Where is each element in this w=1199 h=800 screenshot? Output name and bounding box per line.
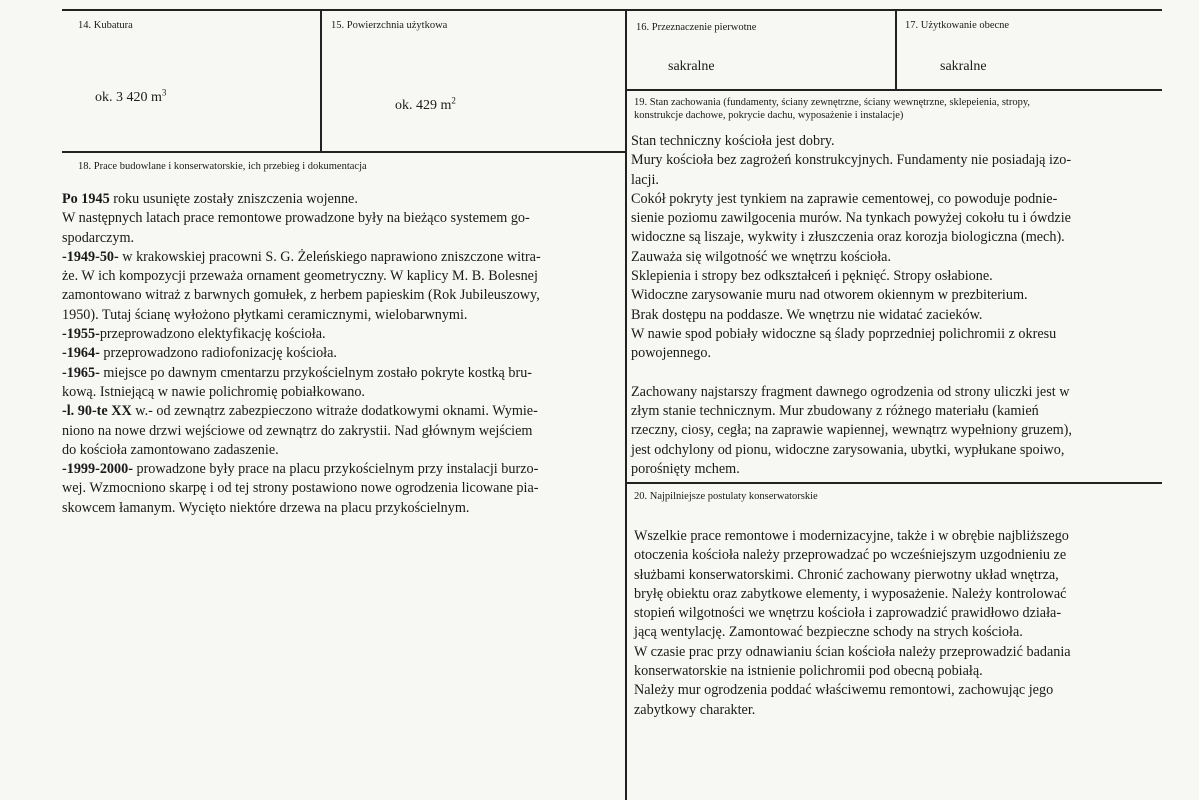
box18-entry (62, 325, 622, 344)
box17-value: sakralne (940, 59, 987, 74)
box18-entry (62, 344, 622, 363)
box14-value (95, 87, 167, 106)
box18-entry-text: roku usunięte zostały zniszczenia wojenne. (109, 191, 358, 207)
box18-entry-text: przeprowadzono elektyfikację kościoła. (99, 326, 326, 343)
col-divider-16-17 (895, 9, 897, 89)
box19-label: 19. Stan zachowania (fundamenty, ściany zewnętrzne, ściany wewnętrzne, sklepeienia, stropy, konstrukcje dachowe, pokrycie dachu, wyposażenie i instalacje) (634, 97, 1031, 121)
col-divider-center (625, 9, 627, 800)
box19-text: Stan techniczny kościoła jest dobry. Mury kościoła bez zagrożeń konstrukcyjnych. Fundamenty nie posiadają izo- lacji. Cokół pokryty jest tynkiem na zaprawie cementowej, co powoduje podnie- sienie poziomu zawilgocenia murów. Na tynkach powyżej cokołu tu i ówdzie widoczne są liszaje, wykwity i złuszczenia oraz korozja biologiczna (mech). Zauważa się wilgotność we wnętrzu kościoła. Sklepienia i stropy bez odkształceń i pęknięć. Stropy osłabione. Widoczne zarysowanie muru nad otworem okiennym w prezbiterium. Brak dostępu na poddasze. We wnętrzu nie widatać zacieków. W nawie spod pobiały widoczne są ślady poprzedniej polichromii z okresu powojennego. Zachowany najstarszy fragment dawnego ogrodzenia od strony uliczki jest w złym stanie technicznym. Mur zbudowany z różnego materiału (kamień rzeczny, ciosy, cegła; na zaprawie wapiennej, wewnątrz wypełniony gruzem), jest odchylony od pionu, widoczne zarysowania, ubytki, wypłukane spoiwo, porośnięty mchem. (631, 133, 1072, 478)
box18-entry-text: w krakowskiej pracowni S. G. Żeleńskiego naprawiono zniszczone witra- że. W ich kompozycji przeważa ornament geometryczny. W kaplicy M. B. Bolesnej zamontowano witraż z barwnych gomułek, z herbem papieskim (Rok Jubileuszowy, 1950). Tutaj ścianę wyłożono płytkami ceramicznymi, wielobarwnymi. (62, 248, 541, 323)
box18-entry (62, 364, 622, 403)
box18-entry-date: -1955- (62, 326, 100, 343)
box18-entry (62, 402, 622, 460)
box18-label: 18. Prace budowlane i konserwatorskie, ich przebieg i dokumentacja (78, 161, 367, 172)
box14-value-text: ok. 3 420 m (95, 90, 162, 105)
box18-entry-date: -1965- (62, 364, 100, 381)
box20-label: 20. Najpilniejsze postulaty konserwatorskie (634, 491, 818, 502)
box15-value-text: ok. 429 m (395, 98, 452, 113)
box18-entry-date: -1949-50- (62, 248, 119, 265)
box18-entry-text: W następnych latach prace remontowe prowadzone były na bieżąco systemem go- spodarczym. (62, 210, 530, 246)
box18-entry (62, 190, 622, 209)
top-border (62, 9, 1162, 11)
box18-entry (62, 460, 622, 518)
box20-text: Wszelkie prace remontowe i modernizacyjne, także i w obrębie najbliższego otoczenia kościoła należy przeprowadzać po wcześniejszym uzgodnieniu ze służbami konserwatorskimi. Chronić zachowany pierwotny układ wnętrza, bryłę obiektu oraz zabytkowe elementy, i wyposażenie. Należy kontrolować stopień wilgotności we wnętrzu kościoła i zaprowadzić prawidłowo działa- jącą wentylację. Zamontować bezpieczne schody na strych kościoła. W czasie prac przy odnawianiu ścian kościoła należy przeprowadzić badania konserwatorskie na istnienie polichromii pod obecną pobiałą. Należy mur ogrodzenia poddać właściwemu remontowi, zachowując jego zabytkowy charakter. (634, 528, 1071, 718)
box15-label: 15. Powierzchnia użytkowa (331, 20, 448, 31)
box18-entry-date: -l. 90-te XX (62, 403, 132, 420)
box18-entry (62, 248, 622, 325)
box16-label: 16. Przeznaczenie pierwotne (636, 22, 757, 33)
box18-entry-text: w.- od zewnątrz zabezpieczono witraże dodatkowymi oknami. Wymie- niono na nowe drzwi wejściowe od zewnątrz do zakrystii. Nad głównym wejściem do kościoła zamontowano zadaszenie. (62, 403, 538, 458)
row-divider-18 (62, 151, 627, 153)
box18-entry-text: prowadzone były prace na placu przykościelnym przy instalacji burzo- wej. Wzmocniono skarpę i od tej strony postawiono nowe ogrodzenia licowane pia- skowcem łamanym. Wycięto niektóre drzewa na placu przykościelnym. (62, 461, 539, 516)
box14-label: 14. Kubatura (78, 20, 133, 31)
box16-value: sakralne (668, 59, 715, 74)
box15-value (395, 95, 456, 114)
box17-label: 17. Użytkowanie obecne (905, 20, 1010, 31)
row-divider-19 (627, 89, 1162, 91)
box18-entry-date: Po 1945 (62, 191, 110, 207)
box18-text (62, 190, 622, 518)
box18-entry-text: przeprowadzono radiofonizację kościoła. (99, 345, 337, 362)
box18-entry-date: -1964- (62, 345, 100, 362)
col-divider-14-15 (320, 9, 322, 151)
box18-entry-date: -1999-2000- (62, 461, 133, 478)
box14-value-sup: 3 (161, 87, 167, 98)
box15-value-sup: 2 (451, 95, 456, 106)
row-divider-20 (627, 482, 1162, 484)
box18-entry-text: miejsce po dawnym cmentarzu przykościelnym zostało pokryte kostką bru- kową. Istniejącą w nawie polichromię pobiałkowano. (62, 364, 533, 400)
box18-entry (62, 209, 622, 248)
